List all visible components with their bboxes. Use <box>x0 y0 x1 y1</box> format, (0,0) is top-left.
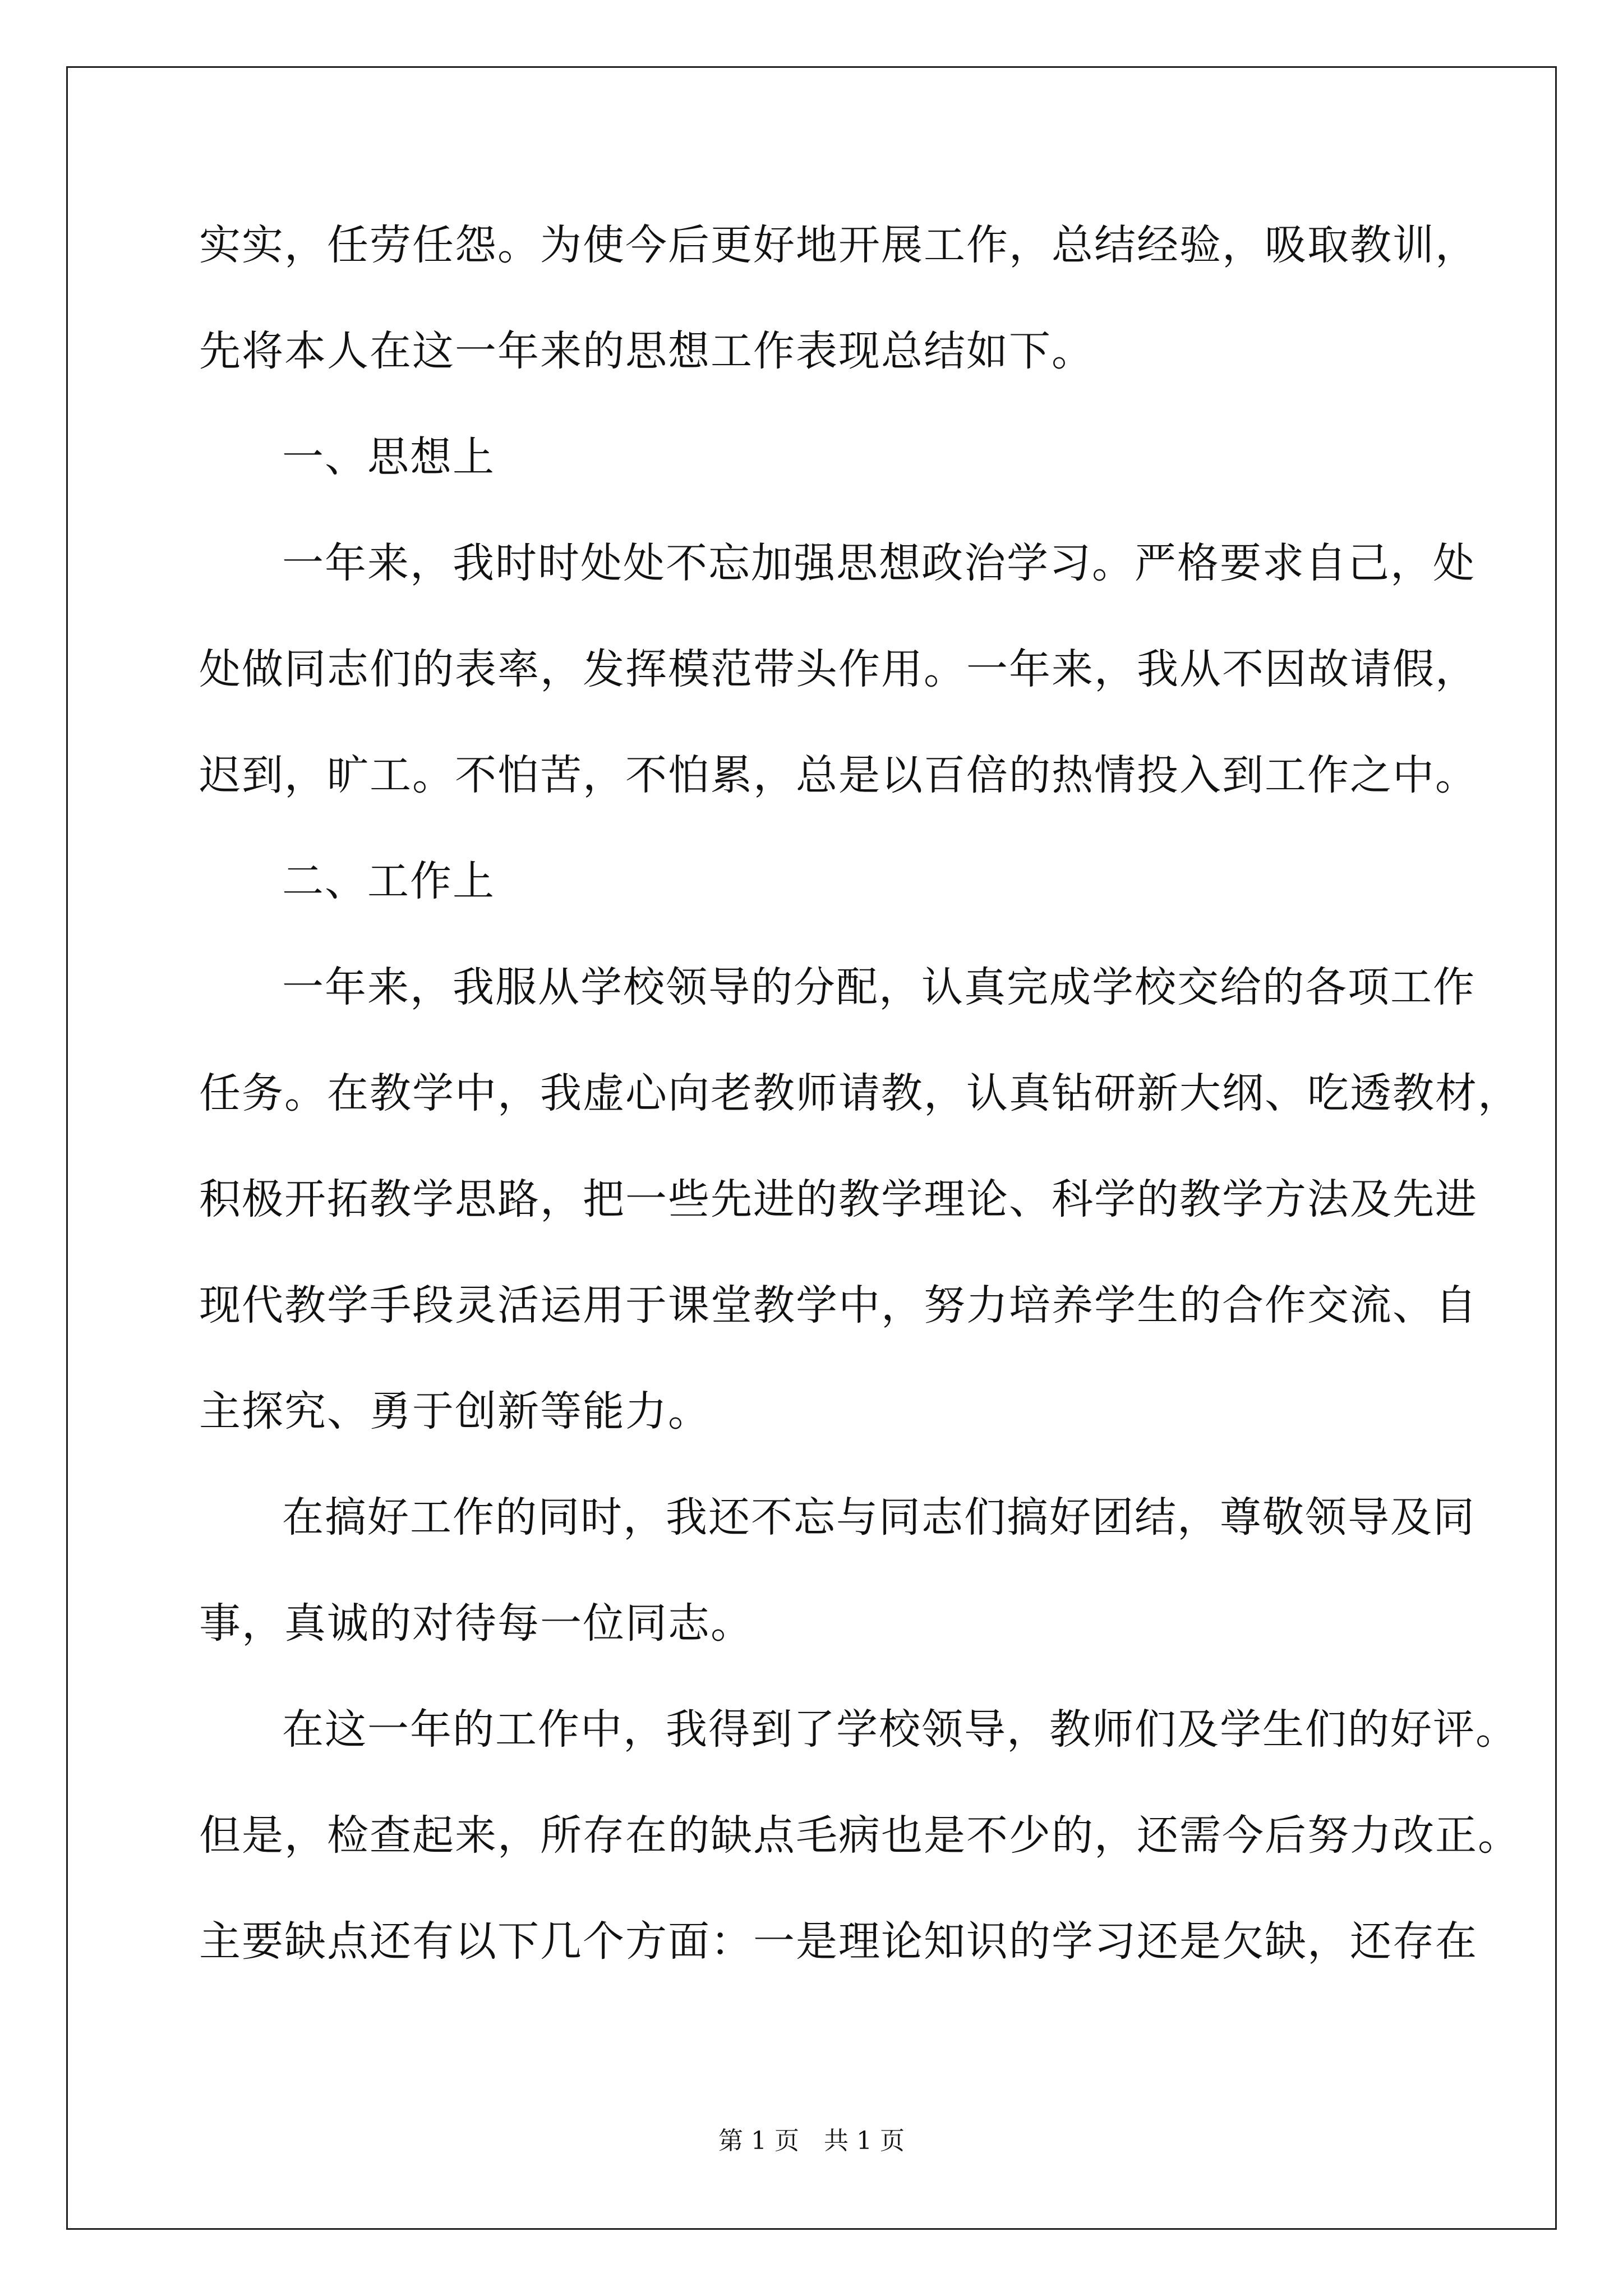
text-line: 主要缺点还有以下几个方面：一是理论知识的学习还是欠缺，还存在 <box>199 1917 1478 1966</box>
text-line: 一年来，我服从学校领导的分配，认真完成学校交给的各项工作 <box>282 963 1476 1011</box>
text-line: 先将本人在这一年来的思想工作表现总结如下。 <box>199 327 1094 375</box>
text-line: 积极开拓教学思路，把一些先进的教学理论、科学的教学方法及先进 <box>199 1175 1478 1223</box>
text-line: 在搞好工作的同时，我还不忘与同志们搞好团结，尊敬领导及同 <box>282 1493 1476 1542</box>
text-line: 在这一年的工作中，我得到了学校领导，教师们及学生们的好评。 <box>282 1705 1518 1754</box>
section-heading: 二、工作上 <box>282 857 495 905</box>
text-line: 现代教学手段灵活运用于课堂教学中，努力培养学生的合作交流、自 <box>199 1281 1478 1329</box>
text-line: 事，真诚的对待每一位同志。 <box>199 1599 753 1648</box>
page-border <box>66 66 1557 2230</box>
text-line: 一年来，我时时处处不忘加强思想政治学习。严格要求自己，处 <box>282 539 1476 587</box>
text-line: 但是，检查起来，所存在的缺点毛病也是不少的，还需今后努力改正。 <box>199 1811 1520 1860</box>
text-line: 任务。在教学中，我虚心向老教师请教，认真钻研新大纲、吃透教材， <box>199 1069 1520 1117</box>
section-heading: 一、思想上 <box>282 433 495 481</box>
text-line: 迟到，旷工。不怕苦，不怕累，总是以百倍的热情投入到工作之中。 <box>199 751 1478 799</box>
text-line: 主探究、勇于创新等能力。 <box>199 1387 711 1435</box>
page-number-footer: 第 1 页 共 1 页 <box>718 2127 905 2155</box>
text-line: 实实，任劳任怨。为使今后更好地开展工作，总结经验，吸取教训， <box>199 221 1478 269</box>
text-line: 处做同志们的表率，发挥模范带头作用。一年来，我从不因故请假， <box>199 645 1478 693</box>
